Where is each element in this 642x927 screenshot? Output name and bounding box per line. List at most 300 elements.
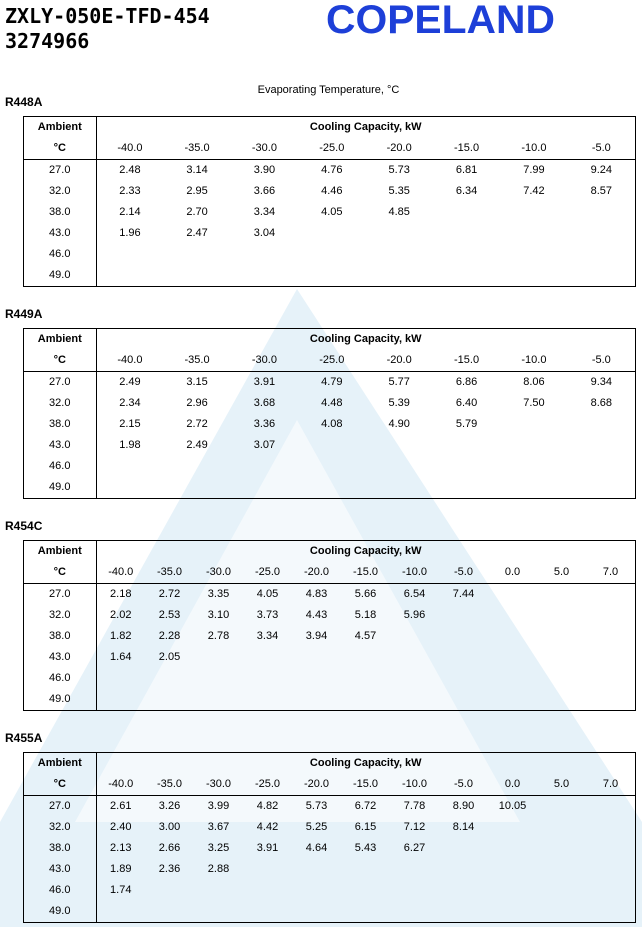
capacity-cell: 2.66 bbox=[158, 842, 181, 854]
capacity-cell: 2.70 bbox=[186, 206, 208, 218]
capacity-cell bbox=[292, 880, 341, 901]
header-row bbox=[24, 541, 635, 562]
capacity-cell bbox=[586, 859, 635, 880]
capacity-cell bbox=[341, 668, 390, 689]
evap-temp-cell: -15.0 bbox=[341, 562, 390, 584]
capacity-cell bbox=[537, 859, 586, 880]
capacity-cell: 2.96 bbox=[186, 397, 208, 409]
capacity-cell bbox=[537, 626, 586, 647]
capacity-cell: 6.86 bbox=[455, 376, 478, 388]
capacity-cell bbox=[292, 668, 341, 689]
capacity-cell: 8.90 bbox=[452, 800, 475, 812]
capacity-cell bbox=[488, 647, 537, 668]
capacity-cell: 3.35 bbox=[207, 588, 230, 600]
capacity-cell: 3.36 bbox=[253, 418, 276, 430]
ambient-unit: °C bbox=[24, 774, 96, 796]
capacity-cell bbox=[537, 838, 586, 859]
capacity-cell bbox=[292, 901, 341, 922]
capacity-cell bbox=[537, 817, 586, 838]
capacity-cell bbox=[341, 880, 390, 901]
capacity-cell bbox=[194, 689, 243, 710]
evap-temp-cell: -15.0 bbox=[433, 350, 500, 372]
capacity-cell: 5.39 bbox=[388, 397, 410, 409]
capacity-cell: 1.98 bbox=[119, 439, 141, 451]
capacity-cell bbox=[145, 689, 194, 710]
capacity-cell bbox=[96, 477, 163, 498]
capacity-cell: 6.81 bbox=[455, 164, 478, 176]
capacity-cell: 2.48 bbox=[119, 164, 141, 176]
capacity-cell bbox=[231, 477, 298, 498]
capacity-cell: 4.79 bbox=[321, 376, 343, 388]
capacity-cell bbox=[96, 456, 163, 477]
capacity-cell bbox=[439, 668, 488, 689]
capacity-cell: 4.64 bbox=[305, 842, 328, 854]
capacity-cell: 3.07 bbox=[253, 439, 276, 451]
capacity-cell: 5.66 bbox=[354, 588, 377, 600]
ambient-unit: °C bbox=[24, 562, 96, 584]
table-row bbox=[24, 817, 635, 838]
evap-temp-cell: -40.0 bbox=[96, 350, 163, 372]
capacity-cell: 5.77 bbox=[388, 376, 410, 388]
capacity-cell bbox=[586, 584, 635, 606]
ambient-temp-cell: 27.0 bbox=[24, 584, 96, 606]
capacity-cell: 2.72 bbox=[158, 588, 181, 600]
capacity-cell bbox=[439, 626, 488, 647]
table-row bbox=[24, 181, 635, 202]
capacity-cell: 5.73 bbox=[388, 164, 410, 176]
capacity-cell bbox=[537, 668, 586, 689]
evap-temp-cell: -40.0 bbox=[96, 562, 145, 584]
capacity-table-r454c bbox=[23, 540, 636, 711]
ambient-temp-cell: 32.0 bbox=[24, 605, 96, 626]
evap-temp-cell: -5.0 bbox=[439, 562, 488, 584]
capacity-cell bbox=[298, 265, 365, 286]
capacity-cell bbox=[194, 901, 243, 922]
capacity-cell bbox=[500, 223, 567, 244]
capacity-cell bbox=[298, 244, 365, 265]
capacity-cell: 2.61 bbox=[110, 800, 132, 812]
capacity-cell bbox=[341, 901, 390, 922]
ambient-temp-cell: 43.0 bbox=[24, 435, 96, 456]
capacity-cell bbox=[163, 265, 230, 286]
evap-temp-cell: -25.0 bbox=[298, 350, 365, 372]
capacity-cell: 7.44 bbox=[452, 588, 475, 600]
capacity-cell bbox=[366, 223, 433, 244]
capacity-cell: 3.15 bbox=[186, 376, 208, 388]
evap-temp-row bbox=[24, 350, 635, 372]
table-row bbox=[24, 223, 635, 244]
capacity-cell: 10.05 bbox=[498, 800, 527, 812]
capacity-cell: 5.73 bbox=[305, 800, 328, 812]
capacity-cell bbox=[390, 626, 439, 647]
evap-temp-cell: -20.0 bbox=[292, 774, 341, 796]
capacity-cell bbox=[145, 901, 194, 922]
ambient-temp-cell: 46.0 bbox=[24, 456, 96, 477]
capacity-cell bbox=[439, 901, 488, 922]
evap-temp-row bbox=[24, 138, 635, 160]
capacity-cell bbox=[231, 244, 298, 265]
capacity-cell: 3.67 bbox=[207, 821, 230, 833]
evap-temp-cell: -10.0 bbox=[390, 562, 439, 584]
ambient-unit: °C bbox=[24, 138, 96, 160]
capacity-cell: 2.13 bbox=[110, 842, 132, 854]
ambient-temp-cell: 38.0 bbox=[24, 626, 96, 647]
capacity-cell bbox=[439, 859, 488, 880]
evap-temp-cell: -5.0 bbox=[568, 138, 635, 160]
ambient-temp-cell: 27.0 bbox=[24, 160, 96, 182]
capacity-cell: 3.34 bbox=[253, 206, 276, 218]
capacity-cell: 8.14 bbox=[452, 821, 475, 833]
capacity-cell: 5.96 bbox=[403, 609, 426, 621]
capacity-cell bbox=[390, 647, 439, 668]
capacity-cell: 7.12 bbox=[403, 821, 426, 833]
table-row bbox=[24, 435, 635, 456]
capacity-cell: 2.34 bbox=[119, 397, 141, 409]
capacity-cell bbox=[298, 456, 365, 477]
capacity-cell bbox=[488, 689, 537, 710]
capacity-cell bbox=[439, 689, 488, 710]
evap-temp-cell: 5.0 bbox=[537, 562, 586, 584]
capacity-cell: 4.83 bbox=[305, 588, 328, 600]
capacity-cell bbox=[243, 901, 292, 922]
capacity-cell: 3.94 bbox=[305, 630, 328, 642]
capacity-cell bbox=[500, 435, 567, 456]
capacity-cell bbox=[586, 838, 635, 859]
capacity-cell bbox=[488, 584, 537, 606]
capacity-cell bbox=[537, 796, 586, 818]
evap-temp-cell: -30.0 bbox=[194, 774, 243, 796]
capacity-cell bbox=[568, 223, 635, 244]
ambient-header: Ambient bbox=[24, 753, 96, 774]
evap-temp-cell: 5.0 bbox=[537, 774, 586, 796]
table-row bbox=[24, 477, 635, 498]
ambient-header: Ambient bbox=[24, 329, 96, 350]
capacity-cell: 2.28 bbox=[158, 630, 181, 642]
capacity-cell: 3.00 bbox=[158, 821, 181, 833]
evap-temp-cell: -40.0 bbox=[96, 774, 145, 796]
capacity-cell bbox=[292, 689, 341, 710]
evap-temp-cell: -35.0 bbox=[145, 562, 194, 584]
header-row bbox=[24, 117, 635, 138]
capacity-cell bbox=[298, 223, 365, 244]
capacity-cell: 4.82 bbox=[256, 800, 279, 812]
part-number: 3274966 bbox=[5, 29, 90, 53]
header-row bbox=[24, 753, 635, 774]
capacity-cell: 3.25 bbox=[207, 842, 230, 854]
capacity-cell bbox=[433, 244, 500, 265]
capacity-cell bbox=[243, 689, 292, 710]
capacity-cell bbox=[390, 880, 439, 901]
capacity-cell: 7.99 bbox=[523, 164, 545, 176]
evap-temp-cell: -25.0 bbox=[243, 562, 292, 584]
capacity-table-r448a bbox=[23, 116, 636, 287]
evap-temp-cell: -35.0 bbox=[163, 138, 230, 160]
table-row bbox=[24, 265, 635, 286]
capacity-cell bbox=[568, 202, 635, 223]
capacity-cell bbox=[433, 223, 500, 244]
table-row bbox=[24, 160, 635, 182]
table-row bbox=[24, 880, 635, 901]
capacity-cell: 3.14 bbox=[186, 164, 208, 176]
capacity-cell bbox=[366, 435, 433, 456]
evap-temp-cell: 7.0 bbox=[586, 562, 635, 584]
capacity-cell bbox=[488, 901, 537, 922]
capacity-cell: 9.24 bbox=[590, 164, 613, 176]
capacity-cell: 1.74 bbox=[110, 884, 132, 896]
capacity-cell: 3.99 bbox=[207, 800, 230, 812]
table-row bbox=[24, 244, 635, 265]
table-row bbox=[24, 372, 635, 394]
capacity-cell: 6.27 bbox=[403, 842, 426, 854]
ambient-temp-cell: 46.0 bbox=[24, 244, 96, 265]
section-label-r448a: R448A bbox=[5, 95, 43, 109]
ambient-temp-cell: 27.0 bbox=[24, 372, 96, 394]
section-label-r455a: R455A bbox=[5, 731, 43, 745]
capacity-cell bbox=[500, 414, 567, 435]
capacity-cell: 2.53 bbox=[158, 609, 181, 621]
capacity-cell: 2.36 bbox=[158, 863, 181, 875]
capacity-cell bbox=[145, 668, 194, 689]
capacity-cell bbox=[298, 477, 365, 498]
table-row bbox=[24, 689, 635, 710]
capacity-cell bbox=[96, 901, 145, 922]
capacity-cell bbox=[243, 647, 292, 668]
capacity-cell bbox=[163, 477, 230, 498]
capacity-cell bbox=[96, 244, 163, 265]
evap-temp-cell: -15.0 bbox=[433, 138, 500, 160]
table-row bbox=[24, 838, 635, 859]
capacity-cell: 4.43 bbox=[305, 609, 328, 621]
capacity-cell: 5.35 bbox=[388, 185, 410, 197]
capacity-cell: 3.66 bbox=[253, 185, 276, 197]
capacity-cell: 2.95 bbox=[186, 185, 208, 197]
capacity-cell bbox=[586, 647, 635, 668]
evap-temp-cell: -25.0 bbox=[243, 774, 292, 796]
capacity-cell bbox=[488, 880, 537, 901]
capacity-cell bbox=[231, 456, 298, 477]
evaporating-temperature-caption: Evaporating Temperature, °C bbox=[257, 84, 400, 96]
ambient-temp-cell: 49.0 bbox=[24, 901, 96, 922]
evap-temp-cell: -20.0 bbox=[366, 350, 433, 372]
table-row bbox=[24, 859, 635, 880]
capacity-cell bbox=[488, 817, 537, 838]
capacity-cell: 2.33 bbox=[119, 185, 141, 197]
ambient-temp-cell: 38.0 bbox=[24, 414, 96, 435]
capacity-grid bbox=[24, 753, 635, 922]
table-row bbox=[24, 393, 635, 414]
capacity-cell bbox=[586, 817, 635, 838]
capacity-cell bbox=[433, 435, 500, 456]
capacity-cell: 3.10 bbox=[207, 609, 230, 621]
capacity-cell bbox=[145, 880, 194, 901]
capacity-cell: 4.05 bbox=[256, 588, 279, 600]
capacity-cell bbox=[433, 477, 500, 498]
capacity-cell: 2.05 bbox=[158, 651, 181, 663]
capacity-cell bbox=[194, 647, 243, 668]
brand-logo: COPELAND bbox=[326, 0, 555, 42]
capacity-cell bbox=[586, 796, 635, 818]
capacity-cell: 2.18 bbox=[110, 588, 132, 600]
evap-temp-cell: -10.0 bbox=[500, 350, 567, 372]
capacity-cell: 1.64 bbox=[110, 651, 132, 663]
evap-temp-cell: -40.0 bbox=[96, 138, 163, 160]
evap-temp-cell: -10.0 bbox=[390, 774, 439, 796]
ambient-header: Ambient bbox=[24, 541, 96, 562]
capacity-cell: 2.78 bbox=[207, 630, 230, 642]
table-row bbox=[24, 626, 635, 647]
capacity-cell bbox=[439, 647, 488, 668]
ambient-temp-cell: 43.0 bbox=[24, 647, 96, 668]
header-row bbox=[24, 329, 635, 350]
capacity-cell bbox=[488, 605, 537, 626]
capacity-cell bbox=[341, 647, 390, 668]
capacity-cell bbox=[194, 668, 243, 689]
capacity-cell: 8.57 bbox=[590, 185, 613, 197]
capacity-cell bbox=[96, 689, 145, 710]
capacity-cell bbox=[390, 901, 439, 922]
capacity-cell bbox=[537, 689, 586, 710]
cooling-capacity-header: Cooling Capacity, kW bbox=[309, 545, 422, 557]
capacity-cell: 8.06 bbox=[523, 376, 545, 388]
evap-temp-cell: -5.0 bbox=[568, 350, 635, 372]
capacity-cell bbox=[586, 901, 635, 922]
capacity-cell: 6.34 bbox=[455, 185, 478, 197]
ambient-temp-cell: 32.0 bbox=[24, 181, 96, 202]
ambient-temp-cell: 43.0 bbox=[24, 223, 96, 244]
capacity-cell bbox=[586, 880, 635, 901]
capacity-cell: 3.73 bbox=[256, 609, 279, 621]
capacity-cell: 3.91 bbox=[256, 842, 279, 854]
ambient-temp-cell: 27.0 bbox=[24, 796, 96, 818]
capacity-cell: 3.68 bbox=[253, 397, 276, 409]
capacity-cell: 3.90 bbox=[253, 164, 276, 176]
capacity-cell bbox=[292, 859, 341, 880]
capacity-cell bbox=[488, 626, 537, 647]
ambient-temp-cell: 49.0 bbox=[24, 477, 96, 498]
capacity-cell: 4.85 bbox=[388, 206, 410, 218]
capacity-cell bbox=[390, 668, 439, 689]
capacity-cell: 5.25 bbox=[305, 821, 328, 833]
capacity-cell: 4.42 bbox=[256, 821, 279, 833]
evap-temp-row bbox=[24, 562, 635, 584]
capacity-cell: 1.96 bbox=[119, 227, 141, 239]
capacity-cell: 2.14 bbox=[119, 206, 141, 218]
capacity-cell: 5.18 bbox=[354, 609, 377, 621]
capacity-cell bbox=[163, 244, 230, 265]
capacity-cell: 4.76 bbox=[321, 164, 343, 176]
capacity-cell bbox=[500, 477, 567, 498]
table-row bbox=[24, 796, 635, 818]
capacity-cell bbox=[500, 265, 567, 286]
capacity-cell: 2.49 bbox=[186, 439, 208, 451]
capacity-cell bbox=[568, 265, 635, 286]
capacity-cell: 6.15 bbox=[354, 821, 377, 833]
ambient-temp-cell: 49.0 bbox=[24, 265, 96, 286]
evap-temp-cell: -25.0 bbox=[298, 138, 365, 160]
capacity-cell bbox=[231, 265, 298, 286]
evap-temp-cell: 0.0 bbox=[488, 562, 537, 584]
capacity-cell bbox=[341, 859, 390, 880]
capacity-cell bbox=[439, 838, 488, 859]
capacity-cell bbox=[390, 859, 439, 880]
capacity-cell bbox=[537, 584, 586, 606]
capacity-cell bbox=[537, 647, 586, 668]
capacity-cell: 3.26 bbox=[158, 800, 181, 812]
evap-temp-cell: -35.0 bbox=[163, 350, 230, 372]
capacity-cell: 8.68 bbox=[590, 397, 613, 409]
capacity-cell bbox=[366, 244, 433, 265]
table-row bbox=[24, 668, 635, 689]
evap-temp-cell: -5.0 bbox=[439, 774, 488, 796]
ambient-temp-cell: 38.0 bbox=[24, 838, 96, 859]
capacity-cell: 7.42 bbox=[523, 185, 545, 197]
evap-temp-cell: -35.0 bbox=[145, 774, 194, 796]
capacity-cell bbox=[568, 456, 635, 477]
capacity-table-r449a bbox=[23, 328, 636, 499]
capacity-cell bbox=[433, 456, 500, 477]
capacity-cell bbox=[298, 435, 365, 456]
capacity-grid bbox=[24, 329, 635, 498]
capacity-cell bbox=[537, 605, 586, 626]
capacity-grid bbox=[24, 117, 635, 286]
capacity-cell: 4.05 bbox=[321, 206, 343, 218]
capacity-cell bbox=[243, 880, 292, 901]
capacity-cell: 7.50 bbox=[523, 397, 545, 409]
capacity-cell bbox=[433, 265, 500, 286]
capacity-cell: 3.04 bbox=[253, 227, 276, 239]
capacity-cell bbox=[586, 689, 635, 710]
capacity-cell: 4.46 bbox=[321, 185, 343, 197]
ambient-temp-cell: 46.0 bbox=[24, 880, 96, 901]
capacity-cell: 2.47 bbox=[186, 227, 208, 239]
ambient-temp-cell: 49.0 bbox=[24, 689, 96, 710]
table-row bbox=[24, 456, 635, 477]
capacity-cell: 4.48 bbox=[321, 397, 343, 409]
ambient-temp-cell: 38.0 bbox=[24, 202, 96, 223]
model-code: ZXLY-050E-TFD-454 bbox=[5, 4, 210, 28]
capacity-cell: 4.90 bbox=[388, 418, 410, 430]
capacity-cell: 2.88 bbox=[207, 863, 230, 875]
capacity-cell bbox=[366, 265, 433, 286]
evap-temp-cell: -10.0 bbox=[500, 138, 567, 160]
capacity-grid bbox=[24, 541, 635, 710]
capacity-cell bbox=[500, 244, 567, 265]
ambient-unit: °C bbox=[24, 350, 96, 372]
capacity-cell: 4.08 bbox=[321, 418, 343, 430]
capacity-cell: 5.79 bbox=[455, 418, 478, 430]
capacity-cell bbox=[488, 838, 537, 859]
capacity-cell: 2.49 bbox=[119, 376, 141, 388]
capacity-cell: 2.72 bbox=[186, 418, 208, 430]
evap-temp-cell: -20.0 bbox=[366, 138, 433, 160]
capacity-cell bbox=[500, 456, 567, 477]
table-row bbox=[24, 647, 635, 668]
capacity-cell: 4.57 bbox=[354, 630, 377, 642]
model-number bbox=[5, 4, 210, 54]
capacity-cell bbox=[366, 477, 433, 498]
table-row bbox=[24, 901, 635, 922]
capacity-cell bbox=[96, 668, 145, 689]
table-row bbox=[24, 202, 635, 223]
capacity-cell: 1.89 bbox=[110, 863, 132, 875]
capacity-cell bbox=[568, 435, 635, 456]
capacity-cell bbox=[586, 605, 635, 626]
capacity-cell bbox=[433, 202, 500, 223]
table-row bbox=[24, 584, 635, 606]
capacity-cell bbox=[500, 202, 567, 223]
capacity-cell: 3.34 bbox=[256, 630, 279, 642]
capacity-cell bbox=[243, 668, 292, 689]
